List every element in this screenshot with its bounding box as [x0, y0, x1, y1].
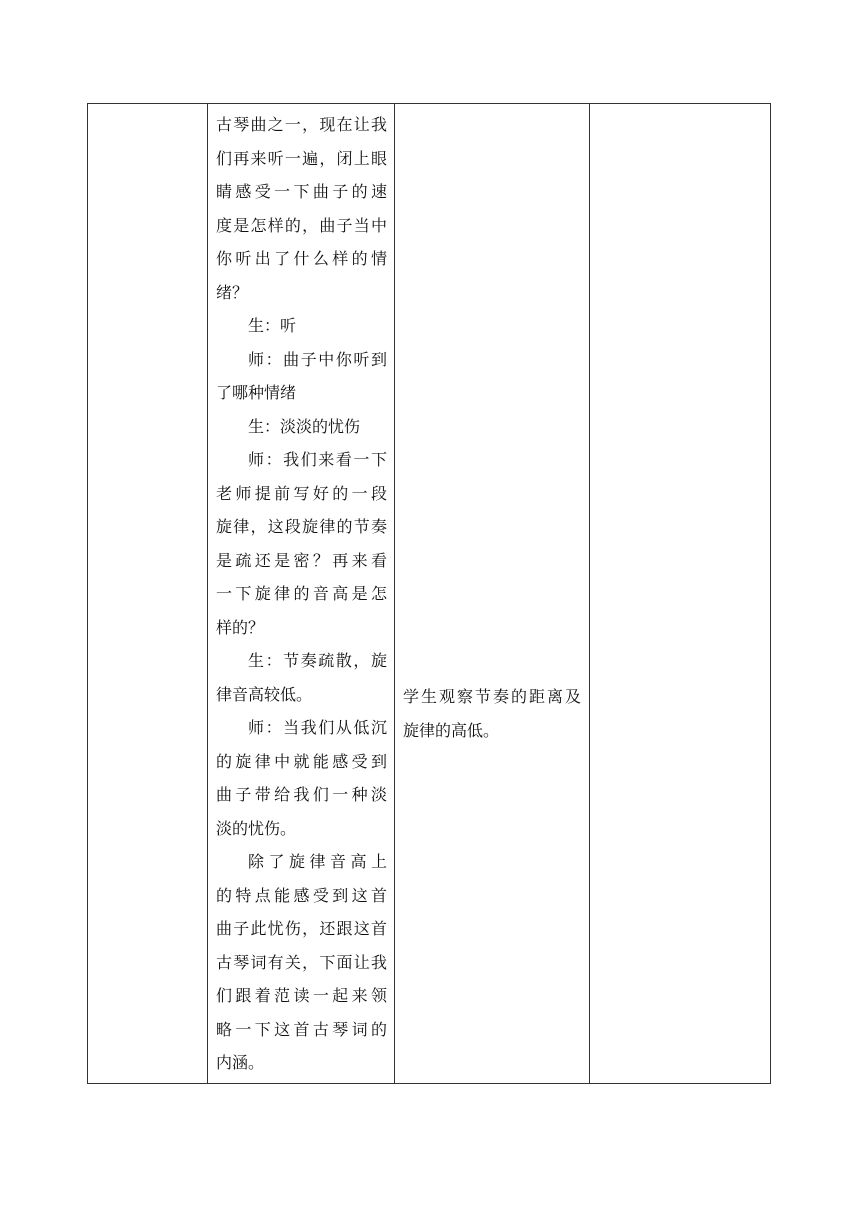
text-line: 师：我们来看一下	[248, 450, 387, 469]
text-line: 的旋律中就能感受到	[216, 751, 387, 771]
text-line: 内涵。	[216, 1053, 265, 1072]
text-line: 生：淡淡的忧伤	[248, 416, 361, 436]
lesson-table	[87, 103, 771, 1084]
text-line: 略一下这首古琴词的	[216, 1019, 387, 1039]
text-line: 师：曲子中你听到	[248, 349, 387, 369]
teacher-activity-cell	[208, 104, 394, 1080]
text-line: 除了旋律音高上	[248, 852, 387, 871]
text-line: 旋律的高低。	[403, 720, 500, 740]
text-line: 旋律，这段旋律的节奏	[216, 517, 387, 536]
text-line: 你听出了什么样的情	[216, 249, 387, 268]
text-line: 生：节奏疏散，旋	[248, 651, 387, 670]
text-line: 生：听	[248, 316, 297, 335]
text-line: 度是怎样的，曲子当中	[216, 215, 387, 235]
text-line: 样的？	[216, 617, 265, 637]
text-line: 古琴词有关，下面让我	[216, 952, 387, 972]
text-line: 师：当我们从低沉	[248, 718, 387, 737]
text-line: 的特点能感受到这首	[216, 885, 387, 905]
text-line: 们再来听一遍，闭上眼	[216, 148, 387, 168]
text-line: 一下旋律的音高是怎	[216, 584, 387, 603]
text-line: 淡的忧伤。	[216, 818, 297, 838]
text-line: 绪？	[216, 282, 249, 302]
text-line: 睛感受一下曲子的速	[216, 182, 387, 201]
text-line: 是疏还是密？再来看	[216, 550, 387, 570]
text-line: 了哪种情绪	[216, 383, 297, 402]
text-line: 们跟着范读一起来领	[216, 986, 387, 1005]
text-line: 律音高较低。	[216, 684, 313, 704]
text-line: 学生观察节奏的距离及	[403, 687, 581, 706]
text-line: 老师提前写好的一段	[216, 483, 387, 503]
column-divider	[589, 104, 590, 1083]
text-line: 古琴曲之一，现在让我	[216, 115, 387, 134]
column-divider	[394, 104, 395, 1083]
text-line: 曲子此忧伤，还跟这首	[216, 919, 387, 938]
student-activity-cell	[395, 680, 589, 747]
text-line: 曲子带给我们一种淡	[216, 785, 387, 804]
